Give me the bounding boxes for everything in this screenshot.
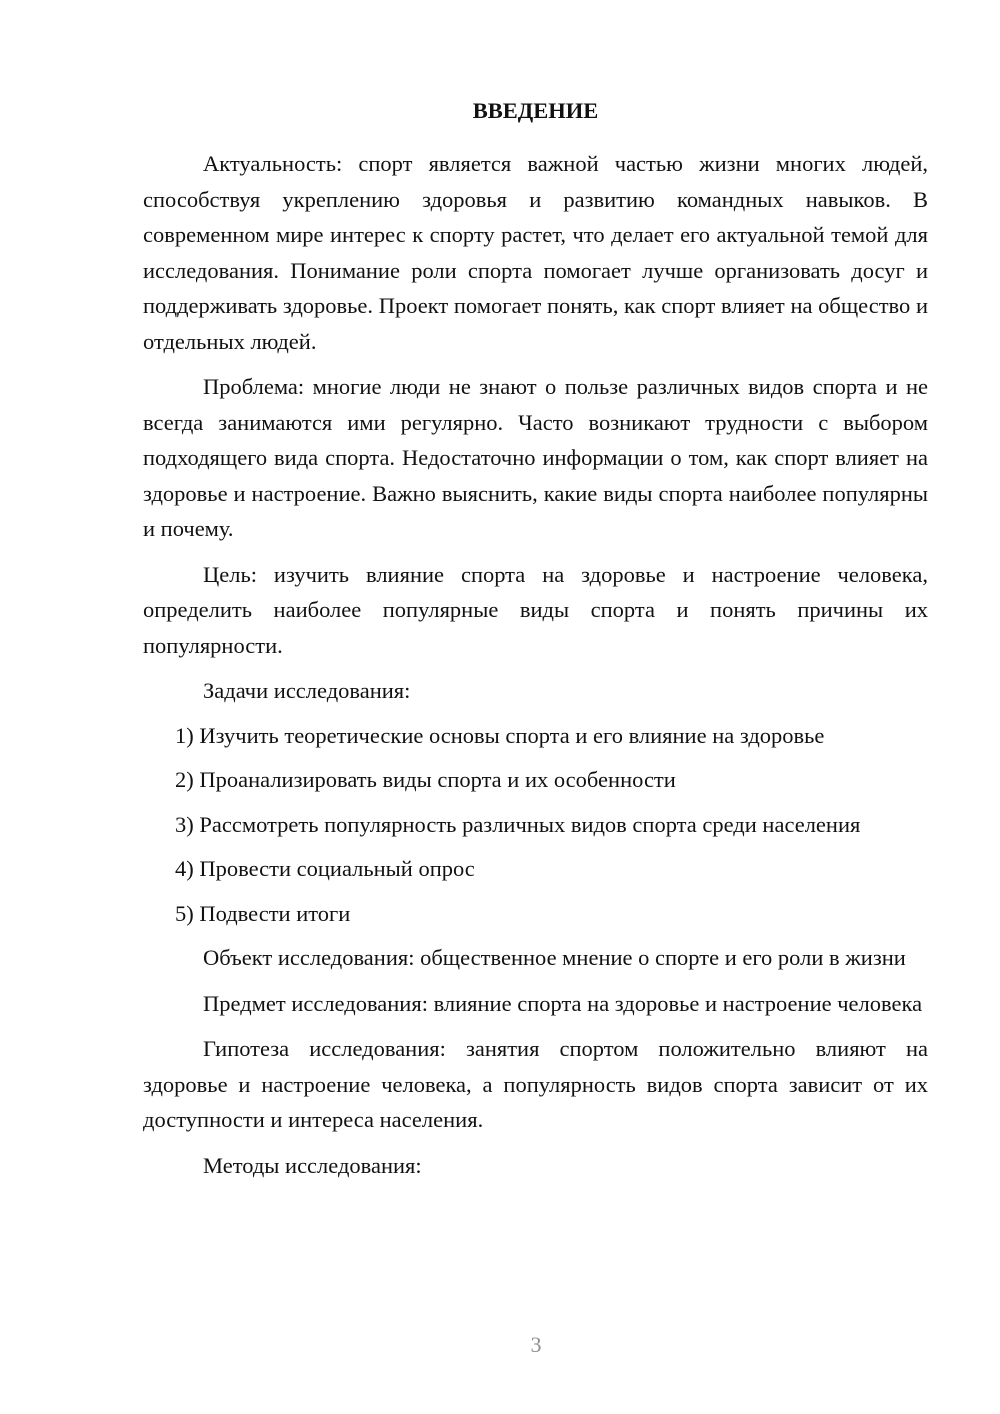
section-title: ВВЕДЕНИЕ bbox=[472, 98, 599, 123]
subject-paragraph: Предмет исследования: влияние спорта на здоровье и настроение человека bbox=[203, 990, 923, 1016]
object-paragraph: Объект исследования: общественное мнение о спорте и его роли в жизни bbox=[203, 945, 906, 970]
goal-paragraph: Цель: изучить влияние спорта на здоровье и настроение человека, определить наиболее популярные виды спорта и понять причины их популярности. bbox=[143, 561, 928, 658]
tasks-heading: Задачи исследования: bbox=[203, 678, 411, 703]
task-item-3: 3) Рассмотреть популярность различных видов спорта среди населения bbox=[175, 811, 861, 837]
hypothesis-paragraph: Гипотеза исследования: занятия спортом положительно влияют на здоровье и настроение человека, а популярность видов спорта зависит от их доступности и интереса населения. bbox=[143, 1036, 928, 1132]
task-item-4: 4) Провести социальный опрос bbox=[175, 856, 475, 881]
page-number: 3 bbox=[530, 1332, 542, 1357]
task-item-2: 2) Проанализировать виды спорта и их особенности bbox=[175, 767, 676, 792]
methods-heading: Методы исследования: bbox=[203, 1152, 422, 1178]
task-item-1: 1) Изучить теоретические основы спорта и его влияние на здоровье bbox=[175, 722, 825, 748]
task-item-5: 5) Подвести итоги bbox=[175, 900, 351, 926]
relevance-paragraph: Актуальность: спорт является важной частью жизни многих людей, способствуя укреплению здоровья и развитию командных навыков. В современном мире интерес к спорту растет, что делает его актуальной темой для исследования. Понимание роли спорта помогает лучше организовать досуг и поддерживать здоровье. Проект помогает понять, как спорт влияет на общество и отдельных людей. bbox=[143, 151, 928, 354]
page-content bbox=[143, 93, 928, 1183]
problem-paragraph: Проблема: многие люди не знают о пользе различных видов спорта и не всегда занимаются ими регулярно. Часто возникают трудности с выбором подходящего вида спорта. Недостаточно информации о том, как спорт влияет на здоровье и настроение. Важно выяснить, какие виды спорта наиболее популярны и почему. bbox=[143, 374, 928, 541]
